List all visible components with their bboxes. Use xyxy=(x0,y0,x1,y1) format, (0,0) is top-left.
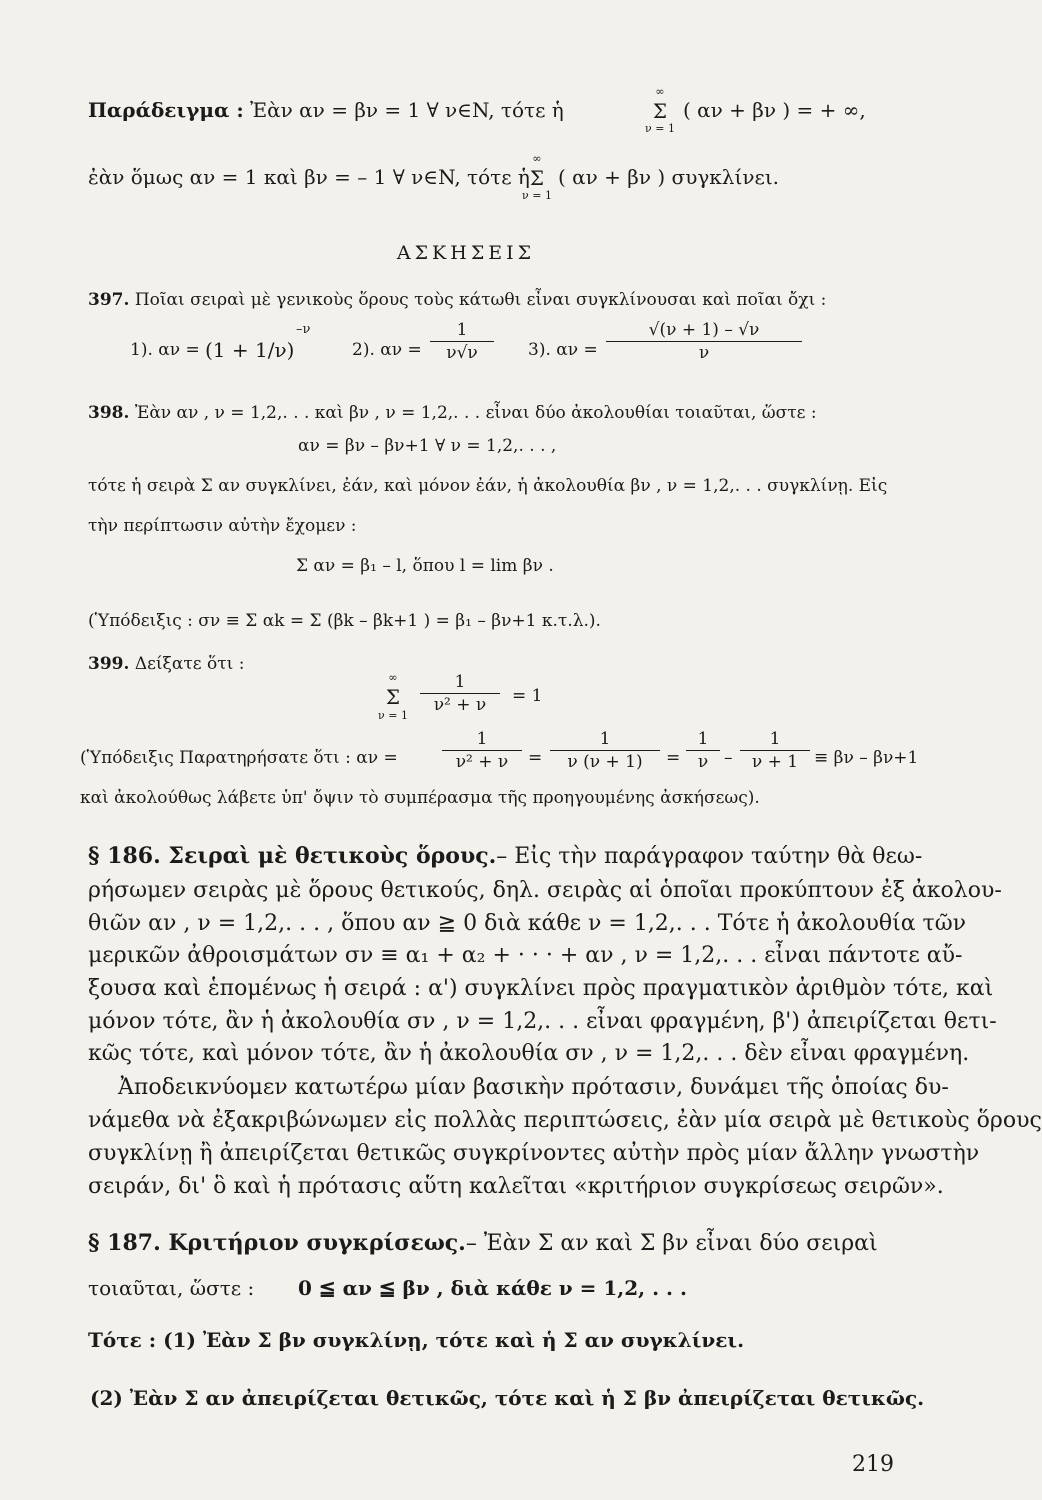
ex399-hint-fraction-2: $\frac{1}{\nu (\nu + 1)}$ xyxy=(550,731,660,771)
exercise-398-line1: 398. Ἐὰν αν , ν = 1,2,. . . καὶ βν , ν = 1,2,. . . εἶναι δύο ἀκολουθίαι τοιαῦται, ὥστε : xyxy=(88,403,817,423)
ex399-formula-tail: = 1 xyxy=(512,686,543,706)
ex399-hint-tail: ≡ βν – βν+1 xyxy=(814,748,919,768)
ex399-formula-fraction: $\frac{1}{\text{ν² + ν}}$ xyxy=(420,674,500,714)
sum-lower: ν = 1 xyxy=(645,122,675,135)
section-186-line: μερικῶν ἀθροισμάτων σν ≡ α₁ + α₂ + · · · + αν , ν = 1,2,. . . εἶναι πάντοτε αὔ- xyxy=(88,943,963,968)
page-number: 219 xyxy=(852,1452,894,1477)
example-line-1: Παράδειγμα : Ἐὰν αν = βν = 1 ∀ ν∈N, τότε ἡ xyxy=(88,98,564,122)
sum-symbol: Σ xyxy=(529,166,545,190)
sum-upper: ∞ xyxy=(532,152,542,165)
example-line-1-tail: ( αν + βν ) = + ∞, xyxy=(683,98,866,122)
sum-lower: ν = 1 xyxy=(522,189,552,202)
section-186-line: θιῶν αν , ν = 1,2,. . . , ὅπου αν ≧ 0 διὰ κάθε ν = 1,2,. . . Τότε ἡ ἀκολουθία τῶν xyxy=(88,911,967,936)
section-187-line2-left: τοιαῦται, ὥστε : xyxy=(88,1276,255,1300)
example-label: Παράδειγμα : xyxy=(88,98,244,122)
exercise-398-line5: Σ αν = β₁ – l, ὅπου l = lim βν . xyxy=(296,556,554,576)
exercises-title: ΑΣΚΗΣΕΙΣ xyxy=(396,242,536,264)
section-186-line: ρήσωμεν σειρὰς μὲ ὅρους θετικούς, δηλ. σειρὰς αἱ ὁποῖαι προκύπτουν ἐξ ἀκολου- xyxy=(88,878,1002,903)
sum-upper: ∞ xyxy=(388,671,398,684)
section-186-line: ξουσα καὶ ἑπομένως ἡ σειρά : α') συγκλίνει πρὸς πραγματικὸν ἀριθμὸν τότε, καὶ xyxy=(88,976,994,1001)
sum-symbol: Σ xyxy=(652,99,668,123)
ex397-item3-label: 3). αν = xyxy=(528,340,598,360)
ex399-hint-start: (Ὑπόδειξις Παρατηρήσατε ὅτι : αν = xyxy=(80,748,398,768)
sum-symbol: Σ xyxy=(385,685,401,709)
ex399-hint-fraction-3: $\frac{1}{\nu}$ xyxy=(686,731,720,771)
exercise-398-line2: αν = βν – βν+1 ∀ ν = 1,2,. . . , xyxy=(298,436,557,456)
ex397-item1-label: 1). αν = xyxy=(130,340,200,360)
section-187-line4: (2) Ἐὰν Σ αν ἀπειρίζεται θετικῶς, τότε καὶ ἡ Σ βν ἀπειρίζεται θετικῶς. xyxy=(90,1386,925,1410)
ex399-hint-fraction-4: $\frac{1}{\nu + 1}$ xyxy=(740,731,810,771)
section-186-line: μόνον τότε, ἂν ἡ ἀκολουθία σν , ν = 1,2,. . . εἶναι φραγμένη, β') ἀπειρίζεται θετι- xyxy=(88,1009,997,1034)
section-187-heading: § 187. Κριτήριον συγκρίσεως. xyxy=(88,1230,466,1256)
example-line-2-tail: ( αν + βν ) συγκλίνει. xyxy=(558,165,780,189)
section-186-heading: § 186. Σειραὶ μὲ θετικοὺς ὅρους. xyxy=(88,843,497,869)
exercise-397: 397. Ποῖαι σειραὶ μὲ γενικοὺς ὅρους τοὺς κάτωθι εἶναι συγκλίνουσαι καὶ ποῖαι ὄχι : xyxy=(88,290,827,310)
ex397-item3-fraction: $\frac{√(\nu + 1) - √\nu}{\nu}$ xyxy=(606,322,802,362)
ex397-item2-label: 2). αν = xyxy=(352,340,422,360)
section-187-first-line: § 187. Κριτήριον συγκρίσεως.– Ἐὰν Σ αν καὶ Σ βν εἶναι δύο σειραὶ xyxy=(88,1230,878,1256)
section-187-line3: Τότε : (1) Ἐὰν Σ βν συγκλίνῃ, τότε καὶ ἡ Σ αν συγκλίνει. xyxy=(88,1328,745,1352)
exercise-398-line3: τότε ἡ σειρὰ Σ αν συγκλίνει, ἐάν, καὶ μόνον ἐάν, ἡ ἀκολουθία βν , ν = 1,2,. . . συγκλίνῃ. Εἰς xyxy=(88,476,888,496)
section-187-line2-right: 0 ≦ αν ≦ βν , διὰ κάθε ν = 1,2, . . . xyxy=(298,1276,687,1300)
sum-lower: ν = 1 xyxy=(378,709,408,722)
section-186-line: Ἀποδεικνύομεν κατωτέρω μίαν βασικὴν πρότασιν, δυνάμει τῆς ὁποίας δυ- xyxy=(118,1075,949,1100)
ex399-hint-line2: καὶ ἀκολούθως λάβετε ὑπ' ὄψιν τὸ συμπέρασμα τῆς προηγουμένης ἀσκήσεως). xyxy=(80,788,760,808)
ex397-item1-expr: (1 + 1/ν) xyxy=(205,338,295,362)
ex397-item1-exponent: –ν xyxy=(296,322,311,337)
exercise-398-hint: (Ὑπόδειξις : σν ≡ Σ αk = Σ (βk – βk+1 ) = β₁ – βν+1 κ.τ.λ.). xyxy=(88,611,601,631)
sum-upper: ∞ xyxy=(655,85,665,98)
ex399-hint-fraction-1: $\frac{1}{\text{ν² + ν}}$ xyxy=(442,731,522,771)
section-186-line: κῶς τότε, καὶ μόνον τότε, ἂν ἡ ἀκολουθία σν , ν = 1,2,. . . δὲν εἶναι φραγμένη. xyxy=(88,1041,970,1066)
ex397-item2-fraction: $\frac{1}{\nu√\nu}$ xyxy=(430,322,494,362)
section-186-line: νάμεθα νὰ ἐξακριβώνωμεν εἰς πολλὰς περιπτώσεις, ἐὰν μία σειρὰ μὲ θετικοὺς ὅρους xyxy=(88,1108,1042,1133)
section-186-first-line: § 186. Σειραὶ μὲ θετικοὺς ὅρους.– Εἰς τὴν παράγραφον ταύτην θὰ θεω- xyxy=(88,843,923,869)
exercise-399: 399. Δείξατε ὅτι : xyxy=(88,654,245,674)
example-line-2: ἐὰν ὅμως αν = 1 καὶ βν = – 1 ∀ ν∈N, τότε ἡ xyxy=(88,165,530,189)
book-page: Παράδειγμα : Ἐὰν αν = βν = 1 ∀ ν∈N, τότε ἡ Σ ∞ ν = 1 ( αν + βν ) = + ∞, ἐὰν ὅμως αν = 1 καὶ βν = – 1 ∀ ν∈N, τότε ἡ Σ ∞ ν = 1 ( αν + βν ) συγκλίνει. ΑΣΚΗΣΕΙΣ 397. Ποῖαι σειραὶ μὲ γενικοὺς ὅρους τοὺς κάτωθι εἶναι συγκλίνουσαι καὶ ποῖαι ὄχι : 1). αν = (1 + 1/ν) –ν 2). αν = $\frac{1}{\nu√\nu}$ 3). αν = $\frac{√(\nu + 1) - √\nu}{\nu}$ 398. Ἐὰν αν , ν = 1,2,. . . καὶ βν , ν = 1,2,. . . εἶναι δύο ἀκολουθίαι τοιαῦται, ὥστε : αν = βν – βν+1 ∀ ν = 1,2,. . . , τότε ἡ σειρὰ Σ αν συγκλίνει, ἐάν, καὶ μόνον ἐάν, ἡ ἀκολουθία βν , ν = 1,2,. . . συγκλίνῃ. Εἰς τὴν περίπτωσιν αὐτὴν ἔχομεν : Σ αν = β₁ – l, ὅπου l = lim βν . (Ὑπόδειξις : σν ≡ Σ αk = Σ (βk – βk+1 ) = β₁ – βν+1 κ.τ.λ.). 399. Δείξατε ὅτι : Σ ∞ ν = 1 $\frac{1}{\text{ν² + ν}}$ = 1 (Ὑπόδειξις Παρατηρήσατε ὅτι : αν = $\frac{1}{\text{ν² + ν}}$ = $\frac{1}{\nu (\nu + 1)}$ = $\frac{1}{\nu}$ – $\frac{1}{\nu + 1}$ ≡ βν – βν+1 καὶ ἀκολούθως λάβετε ὑπ' ὄψιν τὸ συμπέρασμα τῆς προηγουμένης ἀσκήσεως). § 186. Σειραὶ μὲ θετικοὺς ὅρους.– Εἰς τὴν παράγραφον ταύτην θὰ θεω- ρήσωμεν σειρὰς μὲ ὅρους θετικούς, δηλ. σειρὰς αἱ ὁποῖαι προκύπτουν ἐξ ἀκολου- θιῶν αν , ν = 1,2,. . . , ὅπου αν ≧ 0 διὰ κάθε ν = 1,2,. . . Τότε ἡ ἀκολουθία τῶν μερικῶν ἀθροισμάτων σν ≡ α₁ + α₂ + · · · + αν , ν = 1,2,. . . εἶναι πάντοτε αὔ- ξουσα καὶ ἑπομένως ἡ σειρά : α') συγκλίνει πρὸς πραγματικὸν ἀριθμὸν τότε, καὶ μόνον τότε, ἂν ἡ ἀκολουθία σν , ν = 1,2,. . . εἶναι φραγμένη, β') ἀπειρίζεται θετι- κῶς τότε, καὶ μόνον τότε, ἂν ἡ ἀκολουθία σν , ν = 1,2,. . . δὲν εἶναι φραγμένη. Ἀποδεικνύομεν κατωτέρω μίαν βασικὴν πρότασιν, δυνάμει τῆς ὁποίας δυ- νάμεθα νὰ ἐξακριβώνωμεν εἰς πολλὰς περιπτώσεις, ἐὰν μία σειρὰ μὲ θετικοὺς ὅρους συγκλίνῃ ἢ ἀπειρίζεται θετικῶς συγκρίνοντες αὐτὴν πρὸς μίαν ἄλλην γνωστὴν σειράν, δι' ὃ καὶ ἡ πρότασις αὕτη καλεῖται «κριτήριον συγκρίσεως σειρῶν». § 187. Κριτήριον συγκρίσεως.– Ἐὰν Σ αν καὶ Σ βν εἶναι δύο σειραὶ τοιαῦται, ὥστε : 0 ≦ αν ≦ βν , διὰ κάθε ν = 1,2, . . . Τότε : (1) Ἐὰν Σ βν συγκλίνῃ, τότε καὶ ἡ Σ αν συγκλίνει. (2) Ἐὰν Σ αν ἀπειρίζεται θετικῶς, τότε καὶ ἡ Σ βν ἀπειρίζεται θετικῶς. 219 xyxy=(0,0,932,1500)
exercise-398-line4: τὴν περίπτωσιν αὐτὴν ἔχομεν : xyxy=(88,516,357,536)
section-186-line: συγκλίνῃ ἢ ἀπειρίζεται θετικῶς συγκρίνοντες αὐτὴν πρὸς μίαν ἄλλην γνωστὴν xyxy=(88,1141,980,1166)
section-186-line: σειράν, δι' ὃ καὶ ἡ πρότασις αὕτη καλεῖται «κριτήριον συγκρίσεως σειρῶν». xyxy=(88,1174,944,1199)
